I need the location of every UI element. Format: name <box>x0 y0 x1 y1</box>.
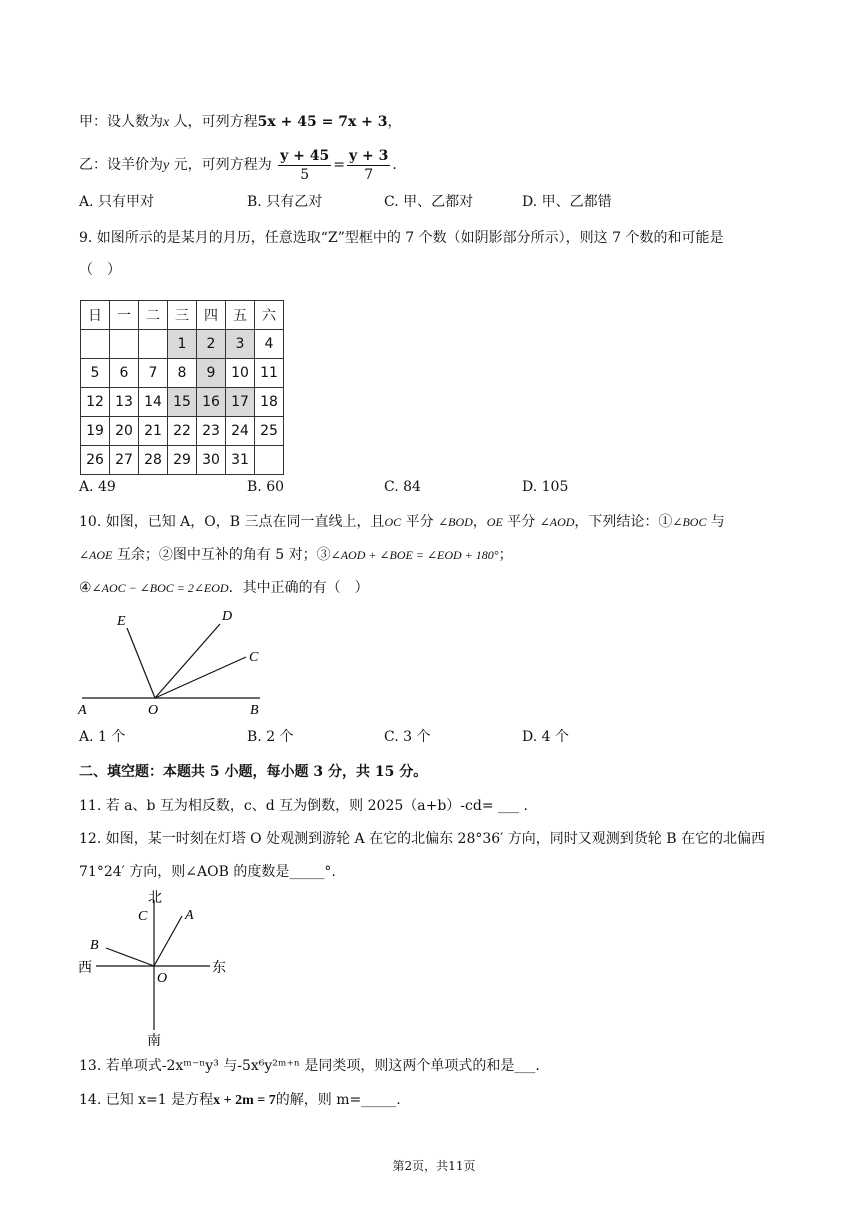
calendar-cell-shaded: 2 <box>197 330 226 359</box>
compass-figure <box>76 888 246 1048</box>
calendar-row <box>81 417 284 446</box>
label-c: C <box>138 909 148 924</box>
calendar-cell-shaded: 16 <box>197 388 226 417</box>
q14-stem <box>79 1090 401 1111</box>
q9-option-b: B. 60 <box>247 479 285 495</box>
label-b: B <box>250 703 259 718</box>
q10-text: ， <box>472 514 487 530</box>
east-label: 东 <box>212 961 226 976</box>
q10-math: ∠AOD <box>539 515 575 529</box>
q14-suffix: 的解，则 m=_____. <box>275 1092 401 1108</box>
calendar-cell: 14 <box>139 388 168 417</box>
calendar-cell <box>81 330 110 359</box>
jia-mid: 人，可列方程 <box>169 114 258 130</box>
label-o: O <box>148 703 159 718</box>
q14-prefix: 14. 已知 x=1 是方程 <box>79 1092 214 1108</box>
calendar-cell: 7 <box>139 359 168 388</box>
q13-stem: 13. 若单项式-2xᵐ⁻ⁿy³ 与-5x⁶y²ᵐ⁺ⁿ 是同类项，则这两个单项式的和是___. <box>79 1058 540 1074</box>
yi-equals: = <box>333 157 345 173</box>
q10-math: ∠BOD <box>438 515 473 529</box>
q8-option-b: B. 只有乙对 <box>247 194 323 210</box>
q8-option-a: A. 只有甲对 <box>79 194 155 210</box>
calendar-cell <box>255 446 284 475</box>
yi-fraction-1 <box>278 147 331 184</box>
calendar-header-cell: 四 <box>197 301 226 330</box>
q10-text: 与 <box>706 514 725 530</box>
q12-stem-line1: 12. 如图，某一时刻在灯塔 O 处观测到游轮 A 在它的北偏东 28°36′ 方向，同时又观测到货轮 B 在它的北偏西 <box>79 831 765 847</box>
label-d: D <box>222 609 233 624</box>
calendar-cell: 26 <box>81 446 110 475</box>
calendar-table <box>80 300 284 475</box>
q10-math: ∠AOC − ∠BOC = 2∠EOD <box>91 581 229 595</box>
q9-option-a: A. 49 <box>79 479 116 495</box>
q10-text: ，下列结论：① <box>574 514 673 530</box>
label-a: A <box>78 703 87 718</box>
yi-numerator-2: y + 3 <box>348 147 389 164</box>
q10-math: OE <box>486 515 503 529</box>
label-b: B <box>90 938 99 953</box>
jia-equation: 5x + 45 = 7x + 3 <box>257 114 388 130</box>
calendar-cell: 25 <box>255 417 284 446</box>
q14-equation: x + 2m = 7 <box>213 1093 276 1108</box>
calendar-cell-shaded: 1 <box>168 330 197 359</box>
label-a: A <box>185 908 194 923</box>
north-label: 北 <box>148 891 162 906</box>
west-label: 西 <box>78 961 92 976</box>
yi-prefix: 乙：设羊价为 <box>79 157 163 173</box>
jia-prefix: 甲：设人数为 <box>79 114 163 130</box>
q10-math: ∠BOC <box>672 515 707 529</box>
calendar-cell: 31 <box>226 446 255 475</box>
jia-var: x <box>163 115 170 130</box>
calendar-cell: 24 <box>226 417 255 446</box>
q10-option-a: A. 1 个 <box>79 729 126 745</box>
calendar-cell: 30 <box>197 446 226 475</box>
calendar-cell-shaded: 17 <box>226 388 255 417</box>
calendar-cell: 8 <box>168 359 197 388</box>
calendar-cell: 27 <box>110 446 139 475</box>
q10-text: ； <box>498 547 513 563</box>
q8-option-c: C. 甲、乙都对 <box>384 194 474 210</box>
calendar-cell: 4 <box>255 330 284 359</box>
ray-od <box>155 624 220 698</box>
calendar-row <box>81 388 284 417</box>
calendar-cell-shaded: 3 <box>226 330 255 359</box>
calendar-cell: 22 <box>168 417 197 446</box>
q10-math: ∠AOD + ∠BOE = ∠EOD + 180° <box>330 548 499 562</box>
ray-ob <box>106 948 154 966</box>
q9-option-d: D. 105 <box>522 479 569 495</box>
calendar-cell <box>139 330 168 359</box>
jia-line <box>79 112 402 133</box>
section-heading: 二、填空题：本题共 5 小题，每小题 3 分，共 15 分。 <box>79 764 428 780</box>
q10-text: 平分 <box>502 514 540 530</box>
label-c: C <box>249 650 259 665</box>
ray-oa <box>154 916 182 966</box>
q10-math: OC <box>384 515 402 529</box>
q11-stem: 11. 若 a、b 互为相反数，c、d 互为倒数，则 2025（a+b）-cd= ___ . <box>79 798 528 814</box>
yi-line <box>79 145 397 186</box>
page-footer: 第2页，共11页 <box>392 1159 476 1173</box>
calendar-cell: 19 <box>81 417 110 446</box>
yi-mid: 元，可列方程为 <box>169 157 272 173</box>
jia-end: ， <box>387 114 402 130</box>
calendar-header-cell: 二 <box>139 301 168 330</box>
q9-stem-line2: （ ） <box>79 262 121 278</box>
calendar-header-cell: 六 <box>255 301 284 330</box>
q9-option-c: C. 84 <box>384 479 421 495</box>
q10-stem-line2 <box>79 545 513 565</box>
q8-option-d: D. 甲、乙都错 <box>522 194 612 210</box>
yi-denominator-1: 5 <box>300 166 310 183</box>
calendar-cell: 29 <box>168 446 197 475</box>
q10-text: 互余；②图中互补的角有 5 对；③ <box>112 547 331 563</box>
calendar-cell-shaded: 9 <box>197 359 226 388</box>
ray-oc <box>155 657 246 698</box>
q12-stem-line2: 71°24′ 方向，则∠AOB 的度数是_____°. <box>79 864 336 880</box>
q10-stem-line1 <box>79 512 725 532</box>
q9-stem-line1: 9. 如图所示的是某月的月历，任意选取“Z”型框中的 7 个数（如阴影部分所示），则这 7 个数的和可能是 <box>79 230 724 246</box>
q10-option-d: D. 4 个 <box>522 729 569 745</box>
q10-text: 10. 如图，已知 A，O，B 三点在同一直线上，且 <box>79 514 385 530</box>
angle-figure <box>70 600 290 720</box>
south-label: 南 <box>147 1034 161 1048</box>
calendar-cell: 12 <box>81 388 110 417</box>
q10-option-b: B. 2 个 <box>247 729 294 745</box>
calendar-cell: 20 <box>110 417 139 446</box>
yi-var: y <box>163 158 170 173</box>
label-e: E <box>117 614 126 629</box>
calendar-cell: 6 <box>110 359 139 388</box>
calendar-cell: 28 <box>139 446 168 475</box>
label-o: O <box>157 971 168 986</box>
q10-text: ④ <box>79 580 92 596</box>
yi-numerator-1: y + 45 <box>280 147 330 164</box>
calendar-row <box>81 446 284 475</box>
calendar-cell: 18 <box>255 388 284 417</box>
calendar-row <box>81 330 284 359</box>
calendar-header-cell: 日 <box>81 301 110 330</box>
q10-math: ∠AOE <box>79 548 113 562</box>
calendar-cell: 23 <box>197 417 226 446</box>
q10-text: ．其中正确的有（ ） <box>228 580 369 596</box>
calendar-row <box>81 359 284 388</box>
calendar-cell: 13 <box>110 388 139 417</box>
calendar-header-cell: 五 <box>226 301 255 330</box>
calendar-header-cell: 一 <box>110 301 139 330</box>
q10-text: 平分 <box>401 514 439 530</box>
calendar-cell <box>110 330 139 359</box>
q10-option-c: C. 3 个 <box>384 729 431 745</box>
calendar-cell: 21 <box>139 417 168 446</box>
calendar-cell: 10 <box>226 359 255 388</box>
yi-fraction-2 <box>347 147 390 184</box>
yi-end: . <box>392 157 397 173</box>
yi-denominator-2: 7 <box>364 166 374 183</box>
calendar-header-row <box>81 301 284 330</box>
ray-oe <box>127 628 155 698</box>
calendar-cell: 5 <box>81 359 110 388</box>
calendar-header-cell: 三 <box>168 301 197 330</box>
calendar-cell: 11 <box>255 359 284 388</box>
calendar-cell-shaded: 15 <box>168 388 197 417</box>
q10-stem-line3 <box>79 578 369 598</box>
